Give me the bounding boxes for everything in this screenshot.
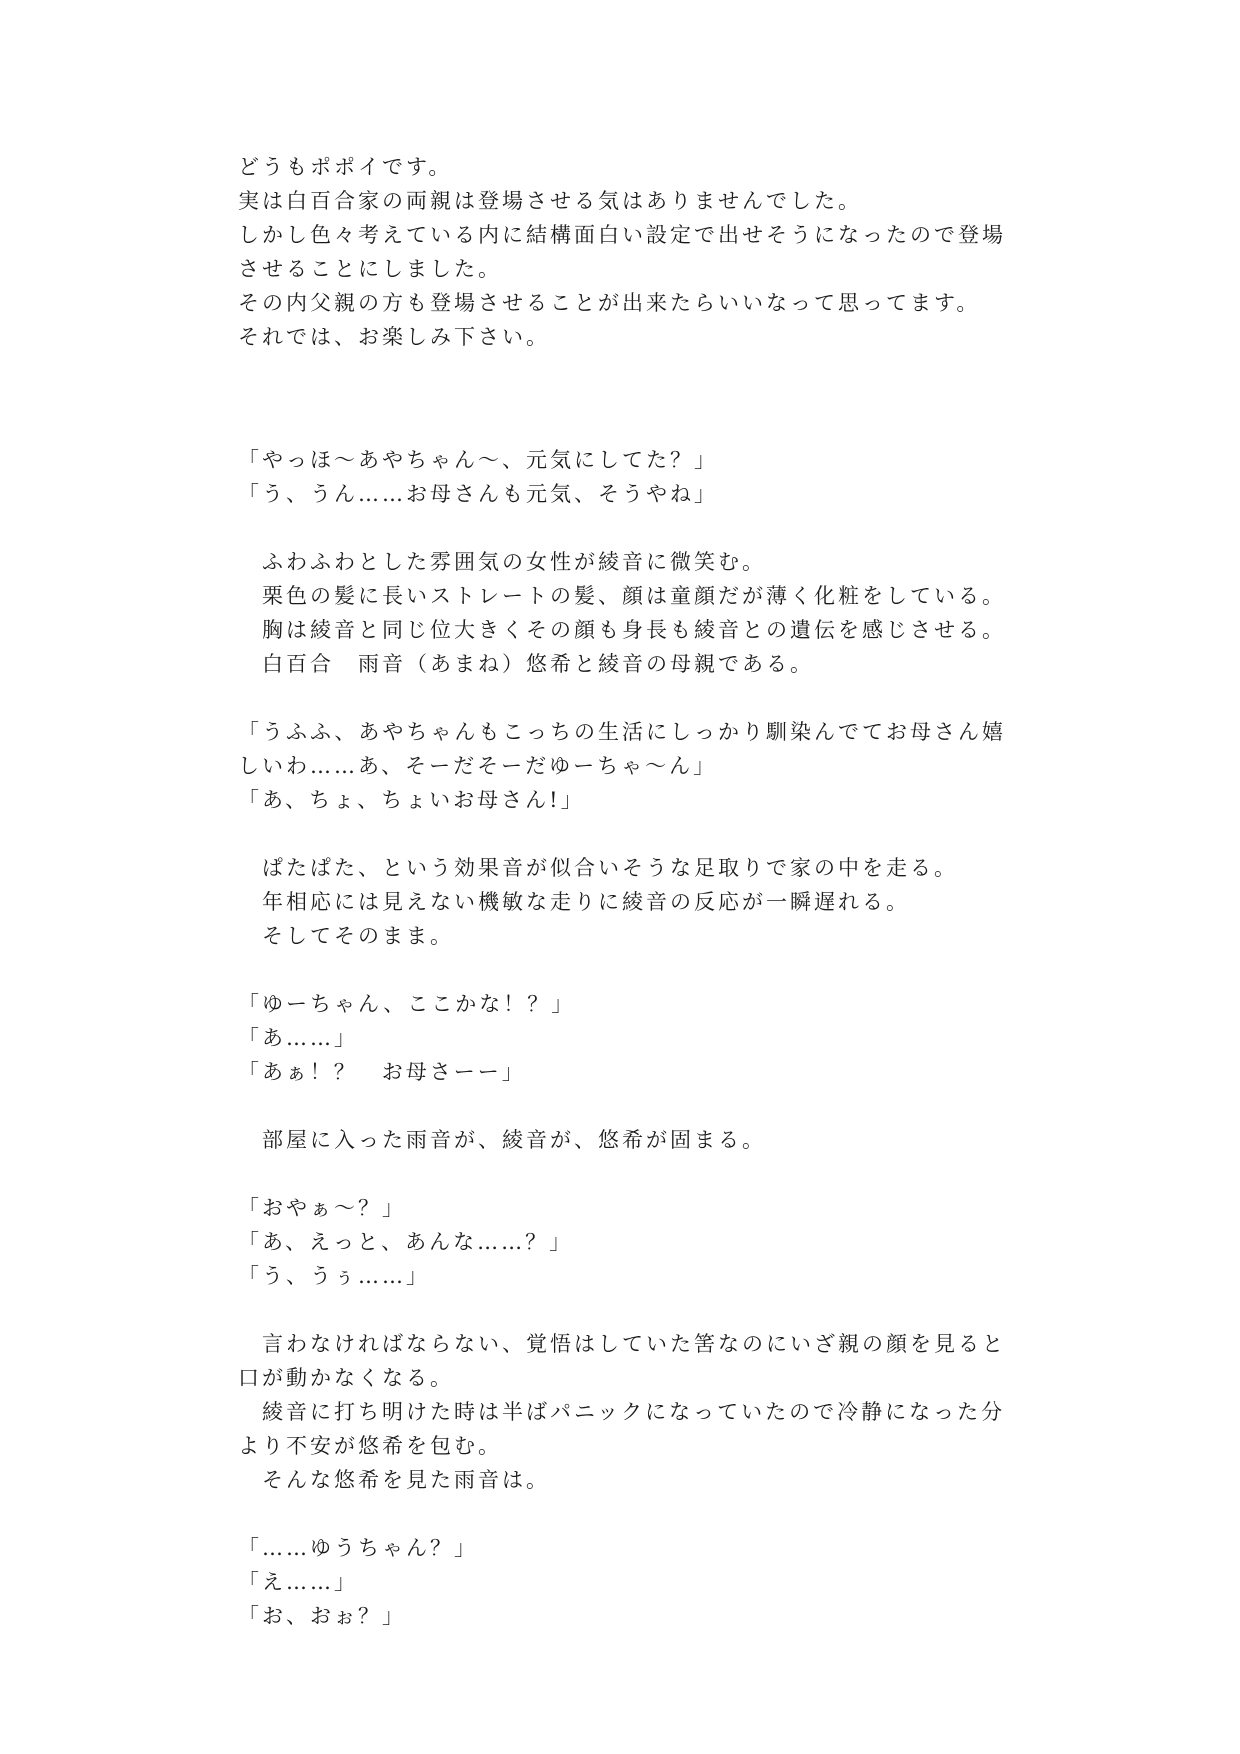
dialogue-line: 「やっほ～あやちゃん～、元気にしてた？」: [238, 448, 718, 472]
narration-line: そんな悠希を見た雨音は。: [238, 1468, 550, 1492]
blank-line: [238, 953, 1008, 987]
dialogue-line: 「ゆーちゃん、ここかな！？」: [238, 992, 576, 1016]
dialogue-line: 「あ、ちょ、ちょいお母さん!」: [238, 788, 585, 812]
author-note-line: 実は白百合家の両親は登場させる気はありませんでした。: [238, 189, 862, 213]
author-note-line: しかし色々考えている内に結構面白い設定で出せそうになったので登場させることにしました。: [238, 223, 1006, 281]
blank-line: [238, 511, 1008, 545]
narration-line: 年相応には見えない機敏な走りに綾音の反応が一瞬遅れる。: [238, 890, 910, 914]
dialogue-line: 「あ、えっと、あんな……？」: [238, 1230, 574, 1254]
narration-line: 綾音に打ち明けた時は半ばパニックになっていたので冷静になった分より不安が悠希を包む。: [238, 1400, 1006, 1458]
author-note-line: どうもポポイです。: [238, 155, 453, 179]
narration-line: 言わなければならない、覚悟はしていた筈なのにいざ親の顔を見ると口が動かなくなる。: [238, 1332, 1006, 1390]
dialogue-line: 「う、うぅ……」: [238, 1264, 430, 1288]
blank-line: [238, 817, 1008, 851]
narration-line: ぱたぱた、という効果音が似合いそうな足取りで家の中を走る。: [238, 856, 958, 880]
dialogue-line: 「え……」: [238, 1570, 358, 1594]
dialogue-line: 「お、おぉ？」: [238, 1604, 406, 1628]
dialogue-line: 「……ゆうちゃん？」: [238, 1536, 478, 1560]
blank-line: [238, 1089, 1008, 1123]
blank-line: [238, 1497, 1008, 1531]
narration-line: そしてそのまま。: [238, 924, 454, 948]
blank-line: [238, 681, 1008, 715]
author-note-line: それでは、お楽しみ下さい。: [238, 325, 550, 349]
dialogue-line: 「う、うん……お母さんも元気、そうやね」: [238, 482, 718, 506]
narration-line: 胸は綾音と同じ位大きくその顔も身長も綾音との遺伝を感じさせる。: [238, 618, 1006, 642]
blank-line: [238, 1293, 1008, 1327]
narration-line: 白百合 雨音（あまね）悠希と綾音の母親である。: [238, 652, 814, 676]
dialogue-line: 「うふふ、あやちゃんもこっちの生活にしっかり馴染んでてお母さん嬉しいわ……あ、そーだそーだゆーちゃ～ん」: [238, 720, 1006, 778]
story-text: [238, 443, 1008, 1633]
dialogue-line: 「あ……」: [238, 1026, 358, 1050]
narration-line: ふわふわとした雰囲気の女性が綾音に微笑む。: [238, 550, 766, 574]
dialogue-line: 「おやぁ～？」: [238, 1196, 406, 1220]
narration-line: 栗色の髪に長いストレートの髪、顔は童顔だが薄く化粧をしている。: [238, 584, 1006, 608]
dialogue-line: 「あぁ！？ お母さーー」: [238, 1060, 526, 1084]
author-note-line: その内父親の方も登場させることが出来たらいいなって思ってます。: [238, 291, 981, 315]
author-note: [238, 150, 1008, 354]
narration-line: 部屋に入った雨音が、綾音が、悠希が固まる。: [238, 1128, 766, 1152]
blank-line: [238, 1157, 1008, 1191]
